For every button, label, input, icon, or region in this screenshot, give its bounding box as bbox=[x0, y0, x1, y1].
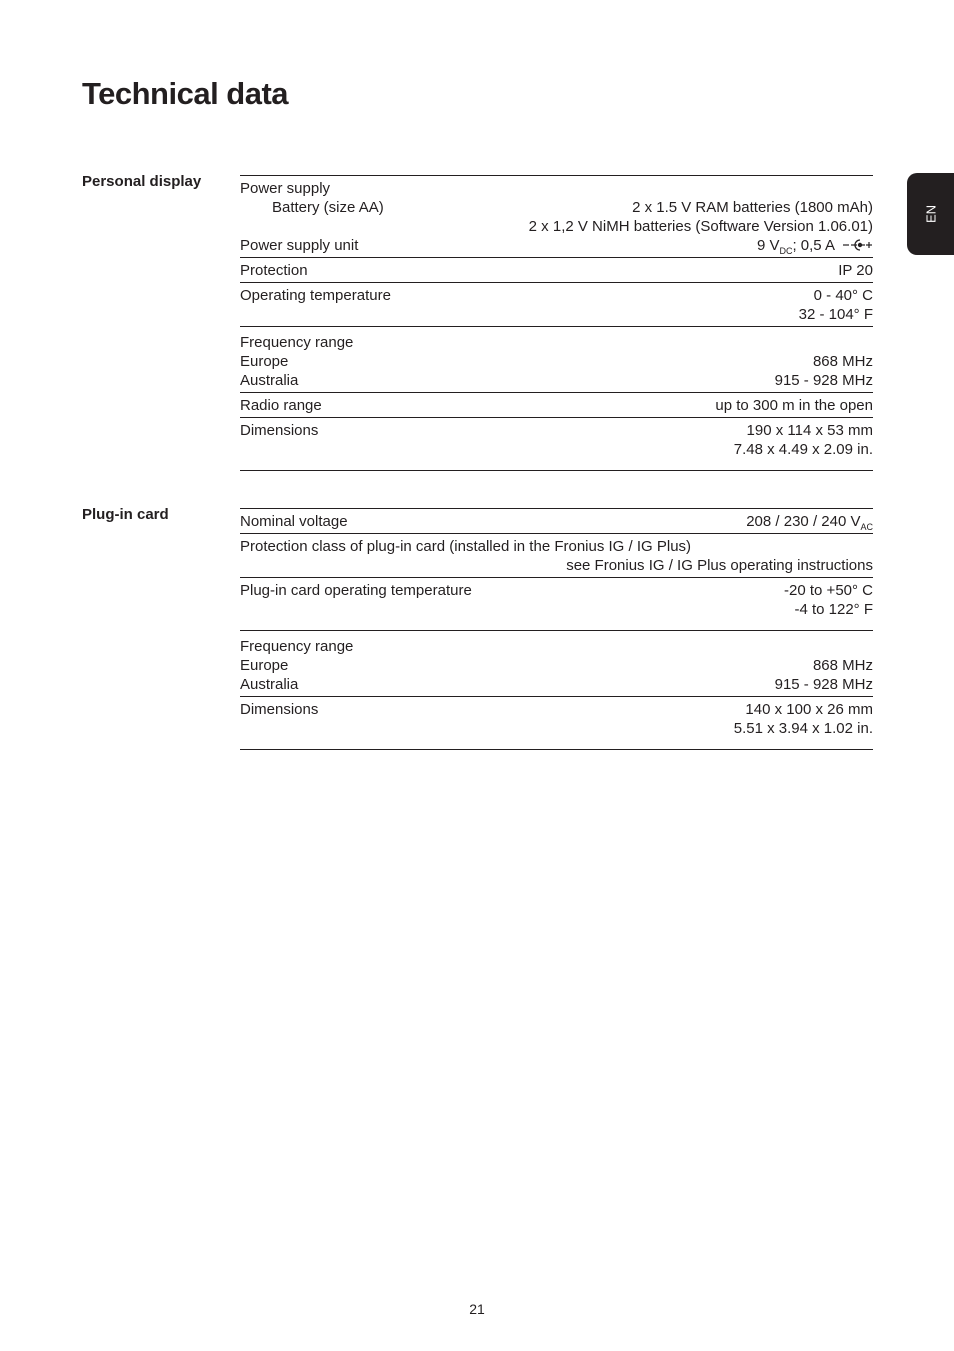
power-supply-unit-label: Power supply unit bbox=[240, 237, 359, 254]
row-plugin-dimensions bbox=[240, 697, 873, 750]
operating-temperature-c: 0 - 40° C bbox=[813, 287, 873, 304]
plugin-europe-value: 868 MHz bbox=[812, 657, 873, 674]
plugin-operating-temperature-c: -20 to +50° C bbox=[784, 582, 873, 599]
plugin-frequency-range-label: Frequency range bbox=[240, 638, 354, 655]
dc-polarity-icon bbox=[841, 238, 873, 252]
row-operating-temperature bbox=[240, 283, 873, 327]
dimensions-label: Dimensions bbox=[240, 422, 319, 439]
australia-label: Australia bbox=[240, 372, 299, 389]
plugin-dimensions-in: 5.51 x 3.94 x 1.02 in. bbox=[733, 720, 873, 737]
battery-value-2: 2 x 1,2 V NiMH batteries (Software Version 1.06.01) bbox=[528, 218, 873, 235]
page-title: Technical data bbox=[82, 76, 289, 111]
row-dimensions bbox=[240, 418, 873, 471]
row-plugin-frequency-range bbox=[240, 631, 873, 697]
page-number: 21 bbox=[469, 1301, 485, 1317]
plugin-operating-temperature-f: -4 to 122° F bbox=[794, 601, 873, 618]
row-nominal-voltage bbox=[240, 509, 873, 534]
row-radio-range bbox=[240, 393, 873, 418]
protection-label: Protection bbox=[240, 262, 308, 279]
plugin-card-table bbox=[240, 508, 873, 750]
battery-value-1: 2 x 1.5 V RAM batteries (1800 mAh) bbox=[632, 199, 873, 216]
operating-temperature-label: Operating temperature bbox=[240, 287, 391, 304]
radio-range-label: Radio range bbox=[240, 397, 322, 414]
power-supply-label: Power supply bbox=[240, 180, 331, 197]
protection-class-label: Protection class of plug-in card (installed in the Fronius IG / IG Plus) bbox=[240, 538, 692, 555]
row-power-supply bbox=[240, 176, 873, 258]
row-frequency-range bbox=[240, 327, 873, 393]
language-tab-label: EN bbox=[923, 204, 938, 224]
nominal-voltage-label: Nominal voltage bbox=[240, 513, 348, 530]
protection-value: IP 20 bbox=[838, 262, 873, 279]
europe-value: 868 MHz bbox=[812, 353, 873, 370]
row-protection-class bbox=[240, 534, 873, 578]
australia-value: 915 - 928 MHz bbox=[774, 372, 873, 389]
europe-label: Europe bbox=[240, 353, 289, 370]
radio-range-value: up to 300 m in the open bbox=[715, 397, 873, 414]
battery-label: Battery (size AA) bbox=[272, 199, 384, 216]
plugin-australia-value: 915 - 928 MHz bbox=[774, 676, 873, 693]
frequency-range-label: Frequency range bbox=[240, 334, 354, 351]
dimensions-in: 7.48 x 4.49 x 2.09 in. bbox=[733, 441, 873, 458]
plugin-europe-label: Europe bbox=[240, 657, 289, 674]
plugin-operating-temperature-label: Plug-in card operating temperature bbox=[240, 582, 472, 599]
row-plugin-operating-temperature bbox=[240, 578, 873, 631]
language-tab bbox=[907, 173, 954, 255]
plugin-dimensions-mm: 140 x 100 x 26 mm bbox=[745, 701, 873, 718]
power-supply-unit-value: 9 $V_{DC}$; 0,5 A bbox=[757, 236, 873, 255]
row-protection bbox=[240, 258, 873, 283]
plugin-australia-label: Australia bbox=[240, 676, 299, 693]
section-label-personal-display: Personal display bbox=[82, 173, 202, 190]
personal-display-table bbox=[240, 175, 873, 471]
protection-class-value: see Fronius IG / IG Plus operating instructions bbox=[566, 557, 873, 574]
section-label-plugin-card: Plug-in card bbox=[82, 506, 169, 523]
operating-temperature-f: 32 - 104° F bbox=[798, 306, 873, 323]
dimensions-mm: 190 x 114 x 53 mm bbox=[746, 422, 873, 439]
plugin-dimensions-label: Dimensions bbox=[240, 701, 319, 718]
nominal-voltage-value: 208 / 230 / 240 $V_{AC}$ bbox=[746, 513, 873, 532]
